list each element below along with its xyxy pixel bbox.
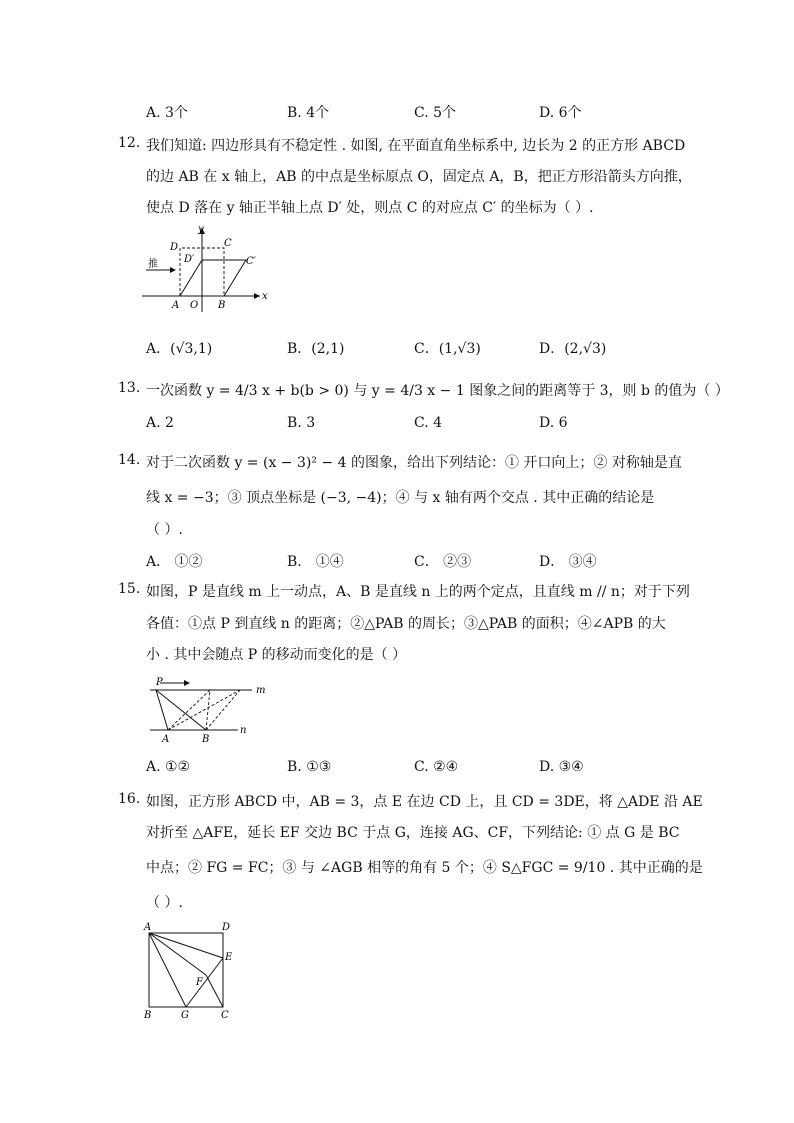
q15-option-c: C. ②④ (414, 759, 459, 775)
label-A: A (144, 922, 152, 933)
q12-option-b: B．(2,1) (287, 341, 345, 357)
q13-option-a: A. 2 (146, 415, 174, 431)
question-text-line: 线 x = −3；③ 顶点坐标是 (−3, −4)；④ 与 x 轴有两个交点 . 其中正确的结论是 (146, 490, 655, 506)
label-A: A (172, 300, 180, 311)
label-x: x (262, 291, 268, 302)
q15-option-b: B. ①③ (287, 759, 332, 775)
question-text-line: 如图，正方形 ABCD 中，AB = 3，点 E 在边 CD 上，且 CD = 3DE，将 △ADE 沿 AE (146, 794, 703, 810)
question-text-line: 我们知道: 四边形具有不稳定性 . 如图, 在平面直角坐标系中, 边长为 2 的正方形 ABCD (146, 138, 686, 154)
question-text-line: 一次函数 y = 4/3 x + b(b > 0) 与 y = 4/3 x − 1 图象之间的距离等于 3，则 b 的值为（ ） (146, 383, 729, 399)
label-D-prime: D′ (184, 254, 195, 265)
label-A: A (162, 734, 170, 744)
q13-option-b: B. 3 (287, 415, 316, 431)
q13-option-d: D. 6 (539, 415, 568, 431)
label-O: O (190, 300, 199, 311)
label-G: G (181, 1010, 189, 1021)
q14-option-d: D． ③④ (539, 554, 597, 570)
question-text-line: 小 . 其中会随点 P 的移动而变化的是（ ） (146, 647, 407, 663)
q12-option-c: C．(1,√3) (414, 341, 481, 357)
label-P: P (156, 677, 163, 688)
question-number: 16. (118, 791, 141, 807)
label-B: B (218, 300, 226, 311)
question-text-line: 的边 AB 在 x 轴上，AB 的中点是坐标原点 O，固定点 A，B，把正方形沿箭头方向推， (146, 169, 692, 185)
q11-option-d: D. 6个 (539, 105, 582, 121)
label-push: 推 (148, 259, 158, 270)
q14-option-b: B． ①④ (287, 554, 344, 570)
label-C: C (221, 1010, 229, 1021)
question-text-line: 如图，P 是直线 m 上一动点，A、B 是直线 n 上的两个定点，且直线 m // n；对于下列 (146, 584, 690, 600)
label-B: B (202, 734, 210, 744)
q11-option-c: C. 5个 (414, 105, 457, 121)
label-C: C (224, 238, 232, 249)
question-text-line: （ ）. (146, 895, 183, 911)
label-y: y (198, 224, 204, 235)
q14-option-c: C． ②③ (414, 554, 472, 570)
q12-option-a: A．(√3,1) (146, 341, 213, 357)
q16-figure (140, 918, 240, 1022)
q11-option-a: A. 3个 (146, 105, 188, 121)
q14-option-a: A． ①② (146, 554, 203, 570)
question-text-line: 使点 D 落在 y 轴正半轴上点 D′ 处，则点 C 的对应点 C′ 的坐标为（ ）. (146, 200, 594, 216)
q12-option-d: D．(2,√3) (539, 341, 607, 357)
label-E: E (225, 952, 233, 963)
label-m: m (256, 685, 266, 696)
question-number: 13. (118, 380, 141, 396)
q15-option-a: A. ①② (146, 759, 191, 775)
label-C-prime: C′ (246, 256, 256, 267)
label-F: F (196, 977, 203, 988)
question-text-line: 对折至 △AFE，延长 EF 交边 BC 于点 G，连接 AG、CF，下列结论: ① 点 G 是 BC (146, 825, 680, 841)
question-text-line: 中点；② FG = FC；③ 与 ∠AGB 相等的角有 5 个；④ S△FGC = 9/10 . 其中正确的是 (146, 860, 703, 876)
label-D: D (170, 242, 179, 253)
question-text-line: （ ）. (146, 522, 183, 538)
q12-figure (140, 222, 270, 314)
label-D: D (222, 922, 231, 933)
label-B: B (144, 1010, 152, 1021)
question-text-line: 对于二次函数 y = (x − 3)² − 4 的图象，给出下列结论：① 开口向上；② 对称轴是直 (146, 455, 682, 471)
question-number: 15. (118, 581, 141, 597)
label-n: n (240, 725, 247, 736)
q11-option-b: B. 4个 (287, 105, 330, 121)
q15-figure (140, 672, 270, 744)
q15-option-d: D. ③④ (539, 759, 584, 775)
question-number: 14. (118, 452, 141, 468)
question-text-line: 各值：①点 P 到直线 n 的距离；②△PAB 的周长；③△PAB 的面积；④∠APB 的大 (146, 616, 666, 632)
question-number: 12. (118, 135, 141, 151)
q13-option-c: C. 4 (414, 415, 443, 431)
